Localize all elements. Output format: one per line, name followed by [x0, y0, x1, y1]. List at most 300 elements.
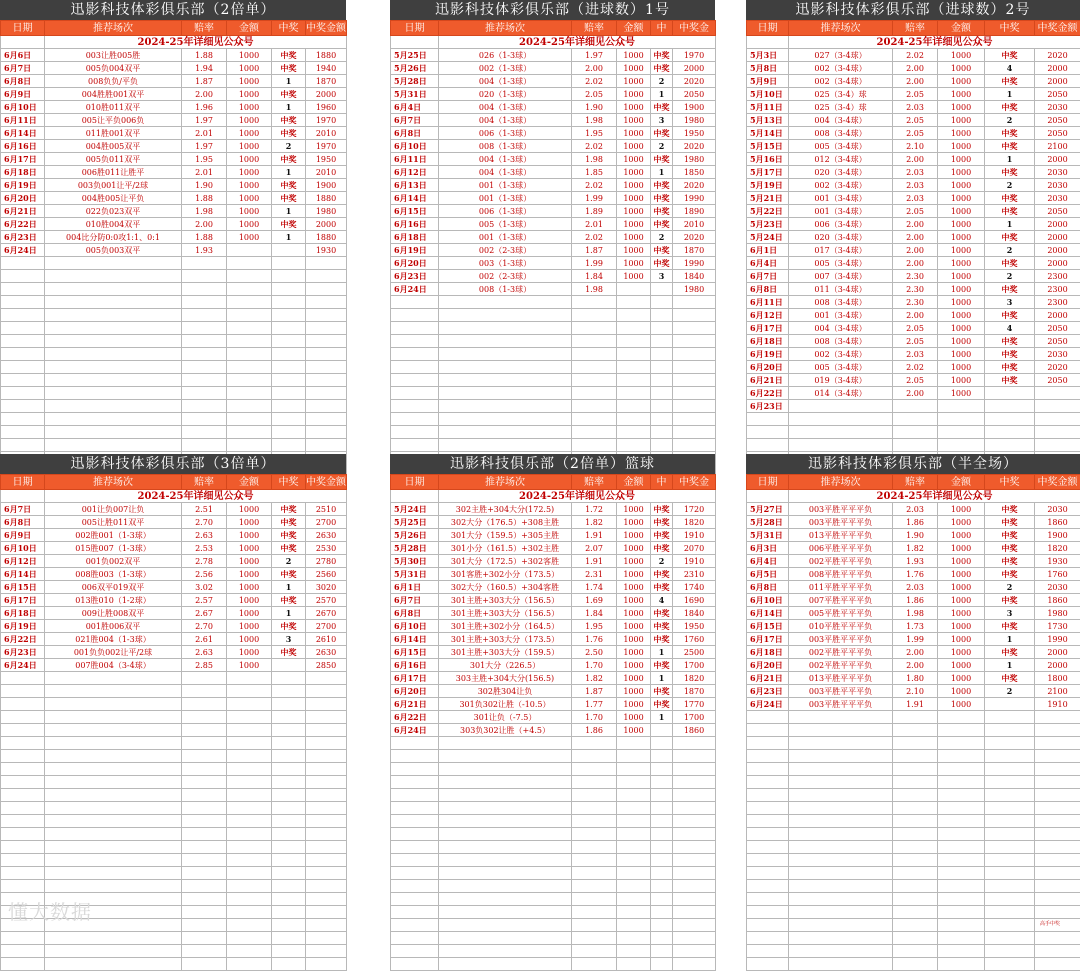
cell-match[interactable]: 020（3-4球） — [789, 166, 893, 179]
cell-result[interactable]: 中奖 — [985, 555, 1035, 568]
cell-match[interactable]: 008（1-3球） — [439, 283, 572, 296]
cell-odds[interactable]: 2.10 — [893, 685, 938, 698]
cell-amount[interactable]: 1000 — [938, 568, 985, 581]
cell-payout[interactable] — [1035, 439, 1080, 452]
cell-odds[interactable] — [182, 828, 227, 841]
cell-payout[interactable] — [673, 348, 716, 361]
cell-match[interactable] — [789, 828, 893, 841]
cell-match[interactable] — [45, 374, 182, 387]
cell-amount[interactable]: 1000 — [227, 114, 272, 127]
cell-match[interactable]: 025（3-4）球 — [789, 88, 893, 101]
cell-payout[interactable] — [306, 309, 347, 322]
cell-odds[interactable] — [572, 789, 617, 802]
cell-match[interactable]: 002（3-4球） — [789, 348, 893, 361]
cell-amount[interactable]: 1000 — [938, 153, 985, 166]
cell-date[interactable]: 5月9日 — [747, 75, 789, 88]
cell-result[interactable] — [651, 439, 673, 452]
cell-result[interactable]: 1 — [985, 153, 1035, 166]
cell-result[interactable] — [272, 322, 306, 335]
cell-result[interactable]: 1 — [651, 166, 673, 179]
cell-match[interactable]: 301大分（226.5） — [439, 659, 572, 672]
cell-result[interactable] — [272, 737, 306, 750]
cell-odds[interactable] — [572, 400, 617, 413]
cell-match[interactable]: 006（1-3球） — [439, 127, 572, 140]
cell-amount[interactable]: 1000 — [617, 555, 651, 568]
cell-payout[interactable] — [306, 698, 347, 711]
cell-result[interactable]: 中奖 — [651, 127, 673, 140]
cell-match[interactable]: 006双平019双平 — [45, 581, 182, 594]
cell-amount[interactable]: 1000 — [938, 296, 985, 309]
cell-match[interactable]: 001（1-3球） — [439, 231, 572, 244]
cell-amount[interactable]: 1000 — [938, 633, 985, 646]
cell-payout[interactable]: 2050 — [1035, 335, 1080, 348]
cell-date[interactable] — [391, 945, 439, 958]
cell-odds[interactable] — [182, 296, 227, 309]
cell-amount[interactable] — [617, 945, 651, 958]
cell-result[interactable]: 中奖 — [651, 607, 673, 620]
cell-date[interactable]: 6月24日 — [391, 724, 439, 737]
cell-date[interactable]: 5月31日 — [391, 88, 439, 101]
cell-odds[interactable]: 2.00 — [893, 231, 938, 244]
cell-amount[interactable]: 1000 — [617, 620, 651, 633]
cell-payout[interactable] — [673, 815, 716, 828]
cell-payout[interactable] — [1035, 763, 1080, 776]
cell-payout[interactable] — [1035, 737, 1080, 750]
cell-date[interactable] — [747, 413, 789, 426]
cell-result[interactable] — [651, 945, 673, 958]
cell-date[interactable] — [391, 906, 439, 919]
cell-match[interactable] — [439, 867, 572, 880]
cell-payout[interactable] — [1035, 413, 1080, 426]
cell-result[interactable]: 中奖 — [651, 503, 673, 516]
cell-match[interactable]: 001（3-4球） — [789, 309, 893, 322]
cell-match[interactable]: 302主胜+304大分(172.5) — [439, 503, 572, 516]
cell-payout[interactable]: 2000 — [306, 218, 347, 231]
cell-odds[interactable]: 1.99 — [572, 257, 617, 270]
cell-amount[interactable]: 1000 — [938, 542, 985, 555]
cell-payout[interactable] — [306, 257, 347, 270]
cell-amount[interactable]: 1000 — [938, 361, 985, 374]
cell-result[interactable] — [272, 296, 306, 309]
cell-date[interactable] — [1, 698, 45, 711]
cell-match[interactable] — [789, 815, 893, 828]
cell-match[interactable]: 005负004双平 — [45, 62, 182, 75]
cell-date[interactable]: 6月10日 — [1, 101, 45, 114]
cell-payout[interactable]: 2000 — [1035, 659, 1080, 672]
cell-result[interactable] — [272, 426, 306, 439]
cell-match[interactable]: 004（3-4球） — [789, 322, 893, 335]
cell-match[interactable]: 006平胜平平平负 — [789, 542, 893, 555]
cell-result[interactable]: 中奖 — [651, 244, 673, 257]
cell-odds[interactable]: 1.86 — [572, 724, 617, 737]
cell-payout[interactable]: 2630 — [306, 646, 347, 659]
cell-amount[interactable]: 1000 — [617, 594, 651, 607]
cell-result[interactable]: 中奖 — [985, 127, 1035, 140]
cell-payout[interactable] — [1035, 906, 1080, 919]
cell-date[interactable] — [391, 893, 439, 906]
cell-payout[interactable]: 2000 — [1035, 244, 1080, 257]
cell-odds[interactable]: 2.01 — [572, 218, 617, 231]
cell-match[interactable] — [439, 841, 572, 854]
cell-payout[interactable] — [673, 880, 716, 893]
cell-odds[interactable] — [572, 841, 617, 854]
cell-result[interactable]: 中奖 — [651, 218, 673, 231]
cell-amount[interactable] — [938, 776, 985, 789]
cell-match[interactable]: 021胜004（1-3球） — [45, 633, 182, 646]
cell-payout[interactable]: 1950 — [306, 153, 347, 166]
cell-result[interactable]: 中奖 — [651, 62, 673, 75]
cell-odds[interactable]: 2.00 — [893, 659, 938, 672]
cell-odds[interactable] — [182, 893, 227, 906]
cell-date[interactable]: 6月20日 — [391, 685, 439, 698]
cell-match[interactable] — [789, 750, 893, 763]
cell-amount[interactable] — [938, 711, 985, 724]
cell-payout[interactable] — [1035, 932, 1080, 945]
cell-result[interactable]: 1 — [985, 218, 1035, 231]
cell-payout[interactable] — [306, 750, 347, 763]
cell-amount[interactable]: 1000 — [227, 555, 272, 568]
cell-result[interactable]: 中奖 — [985, 140, 1035, 153]
cell-odds[interactable]: 1.80 — [893, 672, 938, 685]
cell-payout[interactable]: 1900 — [306, 179, 347, 192]
cell-amount[interactable] — [617, 348, 651, 361]
cell-odds[interactable] — [893, 426, 938, 439]
cell-result[interactable] — [272, 335, 306, 348]
cell-match[interactable] — [45, 283, 182, 296]
cell-odds[interactable] — [572, 737, 617, 750]
cell-match[interactable] — [789, 932, 893, 945]
cell-odds[interactable] — [182, 841, 227, 854]
cell-match[interactable]: 013胜010（1-2球） — [45, 594, 182, 607]
cell-result[interactable] — [985, 426, 1035, 439]
cell-date[interactable]: 6月17日 — [1, 594, 45, 607]
cell-payout[interactable] — [1035, 711, 1080, 724]
cell-payout[interactable] — [673, 426, 716, 439]
cell-result[interactable] — [272, 672, 306, 685]
cell-match[interactable] — [789, 400, 893, 413]
cell-date[interactable] — [1, 867, 45, 880]
cell-result[interactable] — [651, 283, 673, 296]
cell-match[interactable]: 001让负007让负 — [45, 503, 182, 516]
cell-date[interactable] — [1, 322, 45, 335]
cell-date[interactable]: 6月11日 — [747, 296, 789, 309]
cell-odds[interactable]: 1.69 — [572, 594, 617, 607]
cell-amount[interactable]: 1000 — [617, 153, 651, 166]
cell-odds[interactable] — [572, 387, 617, 400]
cell-match[interactable] — [439, 802, 572, 815]
cell-payout[interactable] — [306, 374, 347, 387]
cell-amount[interactable]: 1000 — [938, 283, 985, 296]
cell-payout[interactable]: 2310 — [673, 568, 716, 581]
cell-amount[interactable] — [227, 270, 272, 283]
cell-date[interactable]: 6月8日 — [747, 581, 789, 594]
cell-match[interactable]: 008负负/平负 — [45, 75, 182, 88]
cell-amount[interactable] — [617, 309, 651, 322]
cell-date[interactable]: 6月1日 — [391, 581, 439, 594]
cell-amount[interactable] — [227, 815, 272, 828]
cell-match[interactable] — [45, 413, 182, 426]
cell-date[interactable]: 6月8日 — [1, 516, 45, 529]
cell-amount[interactable]: 1000 — [227, 542, 272, 555]
cell-match[interactable]: 002（3-4球） — [789, 179, 893, 192]
cell-payout[interactable] — [673, 828, 716, 841]
cell-payout[interactable]: 2610 — [306, 633, 347, 646]
cell-amount[interactable] — [617, 815, 651, 828]
cell-amount[interactable] — [227, 413, 272, 426]
cell-date[interactable]: 6月12日 — [1, 555, 45, 568]
cell-amount[interactable] — [617, 413, 651, 426]
cell-odds[interactable]: 1.91 — [572, 529, 617, 542]
cell-match[interactable] — [45, 361, 182, 374]
cell-odds[interactable] — [893, 958, 938, 971]
cell-amount[interactable] — [617, 400, 651, 413]
cell-odds[interactable] — [182, 750, 227, 763]
cell-payout[interactable]: 1980 — [673, 114, 716, 127]
cell-payout[interactable]: 2030 — [1035, 581, 1080, 594]
cell-amount[interactable] — [617, 439, 651, 452]
cell-result[interactable] — [272, 945, 306, 958]
cell-result[interactable]: 中奖 — [651, 659, 673, 672]
cell-match[interactable] — [439, 737, 572, 750]
cell-date[interactable]: 6月12日 — [747, 309, 789, 322]
cell-result[interactable]: 中奖 — [985, 335, 1035, 348]
cell-amount[interactable]: 1000 — [617, 581, 651, 594]
cell-date[interactable] — [747, 828, 789, 841]
cell-match[interactable]: 302胜304让负 — [439, 685, 572, 698]
cell-amount[interactable] — [227, 400, 272, 413]
cell-result[interactable]: 中奖 — [985, 361, 1035, 374]
cell-amount[interactable]: 1000 — [938, 231, 985, 244]
cell-match[interactable]: 004（1-3球） — [439, 75, 572, 88]
cell-match[interactable]: 004（1-3球） — [439, 114, 572, 127]
cell-date[interactable]: 6月24日 — [747, 698, 789, 711]
cell-odds[interactable] — [182, 672, 227, 685]
cell-payout[interactable]: 2500 — [673, 646, 716, 659]
cell-match[interactable]: 002（3-4球） — [789, 62, 893, 75]
cell-match[interactable]: 022负023双平 — [45, 205, 182, 218]
cell-payout[interactable] — [306, 413, 347, 426]
cell-date[interactable] — [391, 750, 439, 763]
cell-date[interactable]: 6月9日 — [1, 529, 45, 542]
cell-payout[interactable]: 2000 — [1035, 231, 1080, 244]
cell-result[interactable]: 中奖 — [651, 101, 673, 114]
cell-date[interactable]: 6月14日 — [1, 568, 45, 581]
cell-payout[interactable]: 1990 — [673, 257, 716, 270]
cell-payout[interactable]: 2050 — [1035, 88, 1080, 101]
cell-odds[interactable] — [572, 893, 617, 906]
cell-amount[interactable] — [227, 244, 272, 257]
cell-result[interactable]: 中奖 — [651, 698, 673, 711]
cell-match[interactable] — [789, 854, 893, 867]
cell-amount[interactable]: 1000 — [938, 607, 985, 620]
cell-result[interactable]: 中奖 — [272, 620, 306, 633]
cell-payout[interactable]: 1940 — [306, 62, 347, 75]
cell-match[interactable]: 007（3-4球） — [789, 270, 893, 283]
cell-date[interactable] — [391, 854, 439, 867]
cell-amount[interactable]: 1000 — [617, 114, 651, 127]
cell-payout[interactable] — [673, 361, 716, 374]
cell-result[interactable] — [272, 958, 306, 971]
cell-amount[interactable] — [227, 335, 272, 348]
cell-match[interactable]: 011（3-4球） — [789, 283, 893, 296]
cell-odds[interactable] — [893, 750, 938, 763]
cell-payout[interactable] — [306, 763, 347, 776]
cell-result[interactable]: 中奖 — [651, 153, 673, 166]
cell-match[interactable] — [439, 400, 572, 413]
cell-odds[interactable]: 1.95 — [572, 620, 617, 633]
cell-odds[interactable] — [893, 880, 938, 893]
cell-amount[interactable]: 1000 — [617, 127, 651, 140]
cell-date[interactable]: 5月10日 — [747, 88, 789, 101]
cell-amount[interactable] — [227, 387, 272, 400]
cell-result[interactable]: 中奖 — [985, 646, 1035, 659]
cell-payout[interactable] — [306, 815, 347, 828]
cell-date[interactable]: 5月3日 — [747, 49, 789, 62]
cell-odds[interactable] — [182, 815, 227, 828]
cell-date[interactable]: 5月25日 — [391, 516, 439, 529]
cell-odds[interactable] — [182, 335, 227, 348]
cell-odds[interactable] — [572, 413, 617, 426]
cell-payout[interactable]: 1800 — [1035, 672, 1080, 685]
cell-odds[interactable]: 2.03 — [893, 581, 938, 594]
cell-match[interactable] — [439, 932, 572, 945]
cell-result[interactable]: 中奖 — [651, 257, 673, 270]
cell-date[interactable] — [1, 841, 45, 854]
cell-result[interactable]: 2 — [272, 140, 306, 153]
cell-odds[interactable] — [572, 348, 617, 361]
cell-amount[interactable]: 1000 — [227, 503, 272, 516]
cell-odds[interactable]: 2.02 — [572, 75, 617, 88]
cell-odds[interactable]: 1.86 — [893, 516, 938, 529]
cell-result[interactable] — [272, 789, 306, 802]
cell-payout[interactable] — [306, 322, 347, 335]
cell-payout[interactable]: 1820 — [1035, 542, 1080, 555]
cell-date[interactable] — [747, 932, 789, 945]
cell-result[interactable]: 中奖 — [272, 516, 306, 529]
cell-date[interactable]: 6月16日 — [391, 659, 439, 672]
cell-odds[interactable] — [893, 841, 938, 854]
cell-date[interactable] — [747, 815, 789, 828]
cell-odds[interactable]: 2.10 — [893, 140, 938, 153]
cell-date[interactable]: 6月1日 — [747, 244, 789, 257]
cell-amount[interactable] — [617, 906, 651, 919]
cell-payout[interactable]: 1880 — [306, 49, 347, 62]
cell-amount[interactable]: 1000 — [938, 335, 985, 348]
cell-odds[interactable] — [893, 776, 938, 789]
cell-payout[interactable] — [673, 750, 716, 763]
cell-payout[interactable]: 1930 — [306, 244, 347, 257]
cell-result[interactable] — [985, 763, 1035, 776]
cell-date[interactable]: 6月23日 — [1, 646, 45, 659]
cell-result[interactable]: 1 — [651, 646, 673, 659]
cell-match[interactable]: 020（1-3球） — [439, 88, 572, 101]
cell-match[interactable] — [45, 296, 182, 309]
cell-payout[interactable]: 1720 — [673, 503, 716, 516]
cell-amount[interactable] — [617, 361, 651, 374]
cell-match[interactable]: 005（3-4球） — [789, 140, 893, 153]
cell-odds[interactable]: 2.01 — [182, 166, 227, 179]
cell-match[interactable]: 007平胜平平平负 — [789, 594, 893, 607]
cell-amount[interactable] — [938, 815, 985, 828]
cell-odds[interactable] — [182, 789, 227, 802]
cell-result[interactable] — [272, 348, 306, 361]
cell-match[interactable] — [45, 257, 182, 270]
cell-odds[interactable] — [572, 322, 617, 335]
cell-odds[interactable] — [572, 426, 617, 439]
cell-odds[interactable]: 1.96 — [182, 101, 227, 114]
cell-result[interactable] — [272, 283, 306, 296]
cell-date[interactable] — [391, 296, 439, 309]
cell-payout[interactable] — [673, 387, 716, 400]
cell-payout[interactable]: 1960 — [306, 101, 347, 114]
cell-result[interactable] — [651, 309, 673, 322]
cell-date[interactable] — [1, 296, 45, 309]
cell-date[interactable] — [1, 802, 45, 815]
cell-result[interactable] — [651, 750, 673, 763]
cell-amount[interactable] — [617, 841, 651, 854]
cell-match[interactable]: 301负302让胜（-10.5） — [439, 698, 572, 711]
cell-amount[interactable]: 1000 — [617, 633, 651, 646]
cell-match[interactable] — [45, 309, 182, 322]
cell-odds[interactable]: 2.00 — [893, 646, 938, 659]
cell-match[interactable]: 001（3-4球） — [789, 205, 893, 218]
cell-date[interactable]: 6月22日 — [391, 711, 439, 724]
cell-payout[interactable] — [1035, 387, 1080, 400]
cell-odds[interactable] — [182, 348, 227, 361]
cell-payout[interactable]: 2510 — [306, 503, 347, 516]
cell-match[interactable]: 027（3-4球） — [789, 49, 893, 62]
cell-date[interactable]: 5月25日 — [391, 49, 439, 62]
cell-odds[interactable]: 1.98 — [182, 205, 227, 218]
cell-odds[interactable]: 1.82 — [893, 542, 938, 555]
cell-match[interactable]: 008（3-4球） — [789, 127, 893, 140]
cell-odds[interactable] — [893, 400, 938, 413]
cell-odds[interactable] — [893, 711, 938, 724]
cell-amount[interactable]: 1000 — [227, 153, 272, 166]
cell-date[interactable]: 6月8日 — [391, 607, 439, 620]
cell-match[interactable] — [439, 958, 572, 971]
cell-match[interactable]: 002（2-3球） — [439, 244, 572, 257]
cell-match[interactable] — [789, 893, 893, 906]
cell-amount[interactable] — [227, 802, 272, 815]
cell-payout[interactable]: 1760 — [673, 633, 716, 646]
cell-match[interactable]: 002平胜平平平负 — [789, 646, 893, 659]
cell-amount[interactable]: 1000 — [227, 231, 272, 244]
cell-amount[interactable]: 1000 — [938, 88, 985, 101]
cell-match[interactable] — [45, 841, 182, 854]
cell-amount[interactable]: 1000 — [938, 529, 985, 542]
cell-odds[interactable] — [182, 854, 227, 867]
cell-match[interactable] — [439, 348, 572, 361]
cell-amount[interactable]: 1000 — [617, 711, 651, 724]
cell-result[interactable] — [272, 257, 306, 270]
cell-payout[interactable]: 2010 — [306, 127, 347, 140]
cell-match[interactable]: 301客胜+302小分（173.5） — [439, 568, 572, 581]
cell-match[interactable]: 004（1-3球） — [439, 101, 572, 114]
cell-odds[interactable]: 1.91 — [572, 555, 617, 568]
cell-odds[interactable]: 1.87 — [182, 75, 227, 88]
cell-match[interactable]: 002胜001（1-3球） — [45, 529, 182, 542]
cell-date[interactable] — [1, 361, 45, 374]
cell-match[interactable]: 006（3-4球） — [789, 218, 893, 231]
cell-match[interactable]: 002（1-3球） — [439, 62, 572, 75]
cell-date[interactable] — [1, 750, 45, 763]
cell-result[interactable]: 2 — [651, 140, 673, 153]
cell-match[interactable] — [789, 841, 893, 854]
cell-odds[interactable]: 2.53 — [182, 542, 227, 555]
cell-match[interactable]: 013平胜平平平负 — [789, 529, 893, 542]
cell-odds[interactable]: 2.30 — [893, 283, 938, 296]
